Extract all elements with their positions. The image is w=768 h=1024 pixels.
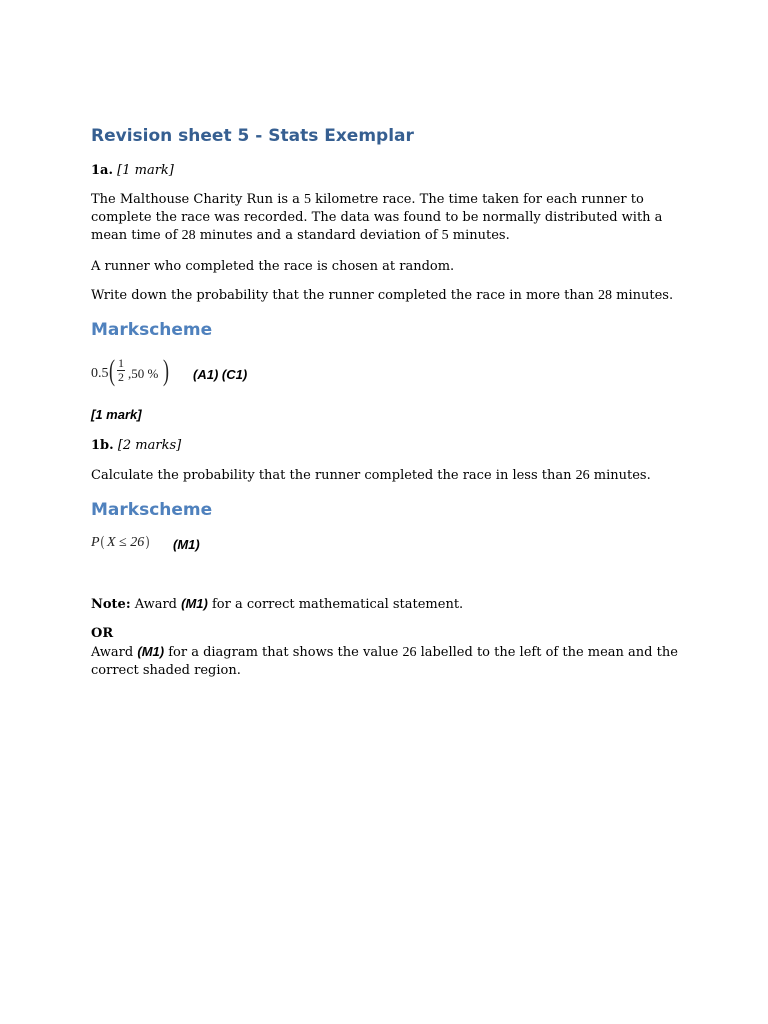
- note-label: Note:: [91, 597, 131, 612]
- text: for a diagram that shows the value: [164, 645, 403, 660]
- number: 26: [402, 645, 417, 660]
- markscheme-1a-answer: [91, 354, 691, 394]
- question-marks: [1 mark]: [117, 163, 174, 178]
- text: for a correct mathematical statement.: [207, 597, 464, 612]
- text: Award: [130, 597, 182, 612]
- right-paren: ): [163, 354, 169, 387]
- answer-percent: ,50 %: [128, 366, 159, 381]
- answer-value: 0.5: [91, 366, 109, 381]
- text: Award: [91, 645, 138, 660]
- question-1b-header: [91, 437, 691, 455]
- alternative-award: (M1): [137, 644, 165, 659]
- question-1a-header: [91, 162, 691, 180]
- question-1a-paragraph-2: A runner who completed the race is chosen at random.: [91, 259, 455, 274]
- note-award: (M1): [181, 596, 208, 611]
- fraction-numerator: 1: [118, 356, 124, 370]
- left-paren: (: [109, 354, 115, 387]
- text: minutes.: [589, 468, 651, 483]
- left-paren: (: [100, 534, 105, 550]
- probability-expression: X ≤ 26: [107, 535, 145, 550]
- markscheme-note: [91, 595, 691, 614]
- number: 26: [575, 468, 590, 483]
- markscheme-alternative: [91, 643, 691, 680]
- text: minutes and a standard deviation of: [195, 228, 442, 243]
- text: minutes.: [448, 228, 510, 243]
- question-marks: [2 marks]: [117, 438, 182, 453]
- question-1b-paragraph: [91, 467, 691, 485]
- number: 28: [181, 228, 196, 243]
- question-1a-paragraph-1: [91, 191, 691, 245]
- question-label: 1a.: [91, 163, 113, 178]
- number: 5: [441, 228, 449, 243]
- right-paren: ): [145, 534, 150, 550]
- text: Write down the probability that the runner completed the race in more than: [91, 288, 599, 303]
- text: minutes.: [612, 288, 674, 303]
- text: The Malthouse Charity Run is a: [91, 192, 305, 207]
- or-label: OR: [91, 626, 114, 641]
- text: kilometre race. The time taken for each runner to complete the race was recorded. The data was found to be normally distributed with a mean time of: [91, 192, 663, 243]
- number: 28: [598, 288, 613, 303]
- number: 5: [304, 192, 312, 207]
- award-marks: (A1) (C1): [193, 367, 248, 382]
- markscheme-heading: Markscheme: [91, 500, 213, 520]
- text: Calculate the probability that the runner completed the race in less than: [91, 468, 576, 483]
- mark-total: [1 mark]: [91, 407, 142, 422]
- fraction-denominator: 2: [118, 370, 124, 384]
- markscheme-heading: Markscheme: [91, 320, 213, 340]
- fraction: [117, 357, 125, 384]
- probability-symbol: P: [91, 535, 100, 550]
- text: labelled to the left of the mean and the correct shaded region.: [91, 645, 678, 678]
- question-label: 1b.: [91, 438, 114, 453]
- award-marks: (M1): [173, 537, 200, 552]
- question-1a-paragraph-3: [91, 287, 691, 305]
- page-title: Revision sheet 5 - Stats Exemplar: [91, 126, 414, 146]
- markscheme-1b-answer: [91, 534, 691, 556]
